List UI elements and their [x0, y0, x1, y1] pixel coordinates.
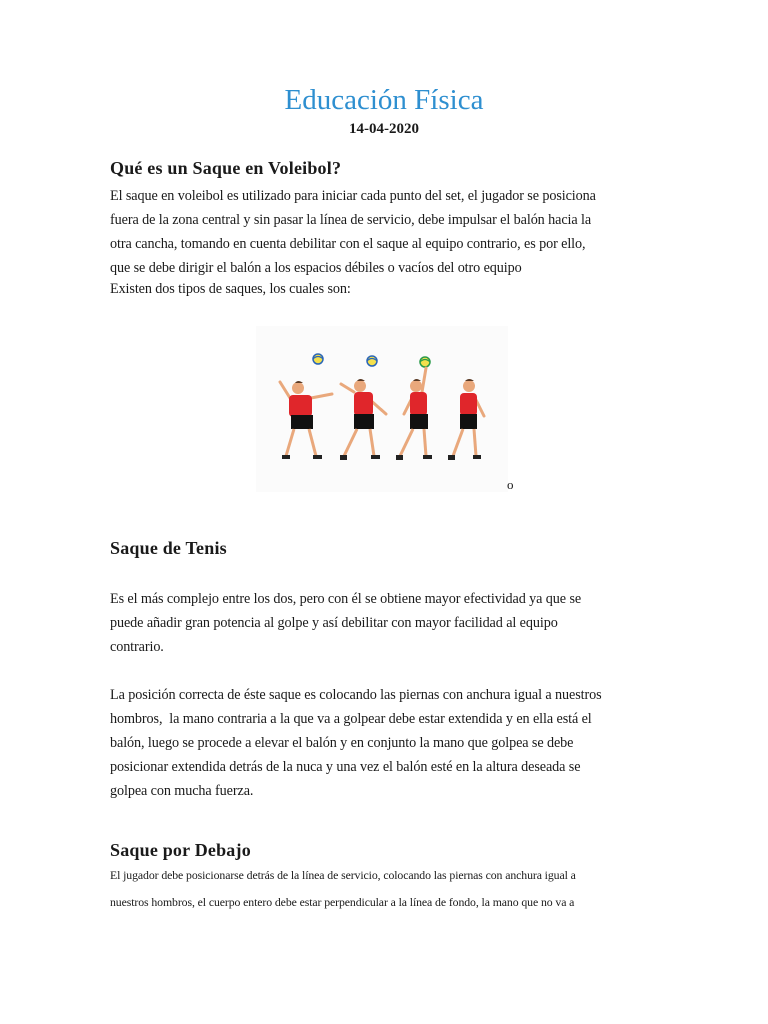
text-line: El saque en voleibol es utilizado para iniciar cada punto del set, el jugador se posiciona	[110, 188, 596, 204]
serve-sequence-image	[256, 326, 508, 492]
player-figure	[280, 381, 332, 459]
debajo-paragraph	[110, 862, 670, 916]
section-intro-paragraph	[110, 184, 670, 301]
text-line: otra cancha, tomando en cuenta debilitar con el saque al equipo contrario, es por ello,	[110, 236, 586, 252]
text-line: golpea con mucha fuerza.	[110, 783, 254, 799]
text-line: contrario.	[110, 639, 164, 655]
player-figure	[448, 379, 484, 460]
section-heading-saque-tenis: Saque de Tenis	[110, 538, 227, 558]
volleyball-icon	[367, 356, 377, 366]
text-line: nuestros hombros, el cuerpo entero debe estar perpendicular a la línea de fondo, la mano que no va a	[110, 895, 575, 909]
section-heading-saque-voleibol: Qué es un Saque en Voleibol?	[110, 158, 342, 178]
section-heading-saque-debajo: Saque por Debajo	[110, 840, 251, 860]
text-line: La posición correcta de éste saque es colocando las piernas con anchura igual a nuestros	[110, 687, 602, 703]
text-line: posicionar extendida detrás de la nuca y una vez el balón esté en la altura deseada se	[110, 759, 581, 775]
text-line: Existen dos tipos de saques, los cuales son:	[110, 281, 351, 297]
page-date: 14-04-2020	[349, 121, 419, 137]
tenis-paragraph-2	[110, 683, 670, 803]
text-line: puede añadir gran potencia al golpe y así debilitar con mayor facilidad al equipo	[110, 615, 558, 631]
volleyball-icon	[313, 354, 323, 364]
text-line: Es el más complejo entre los dos, pero con él se obtiene mayor efectividad ya que se	[110, 591, 582, 607]
text-line: El jugador debe posicionarse detrás de la línea de servicio, colocando las piernas con anchura igual a	[110, 868, 576, 882]
tenis-paragraph-1	[110, 587, 670, 659]
page-title: Educación Física	[284, 84, 484, 116]
volleyball-icon	[420, 357, 430, 367]
text-line: fuera de la zona central y sin pasar la línea de servicio, debe impulsar el balón hacia la	[110, 212, 592, 228]
player-figure	[396, 368, 432, 460]
text-line: hombros, la mano contraria a la que va a golpear debe estar extendida y en ella está el	[110, 711, 592, 727]
text-line: balón, luego se procede a elevar el balón y en conjunto la mano que golpea se debe	[110, 735, 574, 751]
figure-mark: o	[507, 477, 514, 492]
text-line: que se debe dirigir el balón a los espacios débiles o vacíos del otro equipo	[110, 260, 522, 276]
player-figure	[340, 379, 386, 460]
volleyball-serve-illustration	[256, 326, 508, 492]
